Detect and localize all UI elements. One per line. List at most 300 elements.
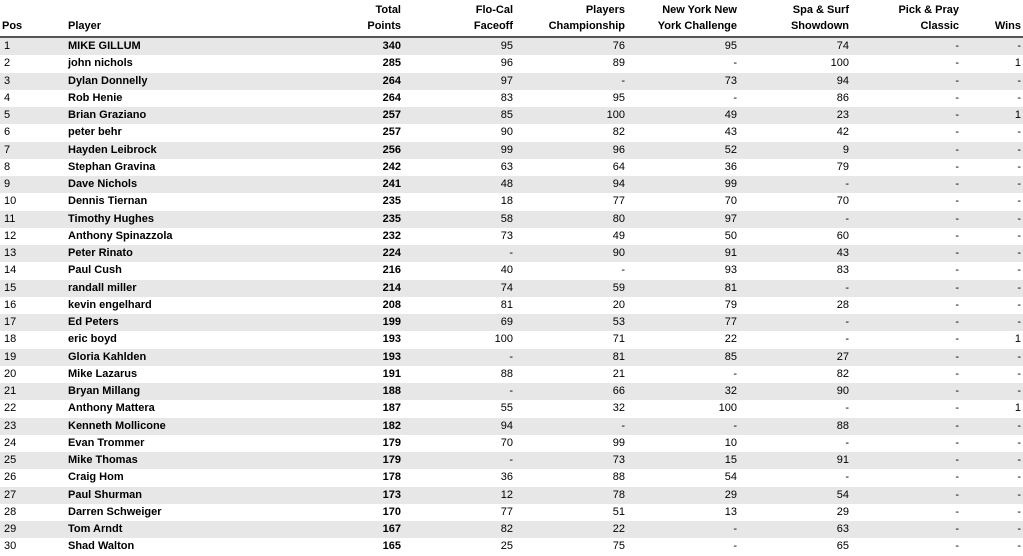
cell-new-york-challenge: 43 (627, 124, 739, 141)
cell-pos: 5 (0, 107, 66, 124)
cell-flo-cal-faceoff: 94 (403, 418, 515, 435)
cell-pos: 9 (0, 176, 66, 193)
cell-wins: - (961, 211, 1023, 228)
cell-player: Craig Hom (66, 469, 312, 486)
cell-wins: 1 (961, 331, 1023, 348)
cell-wins: 1 (961, 107, 1023, 124)
cell-flo-cal-faceoff: 73 (403, 228, 515, 245)
cell-wins: - (961, 435, 1023, 452)
cell-pos: 18 (0, 331, 66, 348)
cell-player: eric boyd (66, 331, 312, 348)
cell-players-championship: 32 (515, 400, 627, 417)
cell-player: Brian Graziano (66, 107, 312, 124)
cell-pos: 6 (0, 124, 66, 141)
cell-pos: 28 (0, 504, 66, 521)
cell-total-points: 264 (312, 90, 403, 107)
cell-total-points: 182 (312, 418, 403, 435)
cell-pos: 30 (0, 538, 66, 555)
cell-player: Ed Peters (66, 314, 312, 331)
cell-wins: - (961, 37, 1023, 55)
cell-players-championship: 49 (515, 228, 627, 245)
cell-wins: 1 (961, 400, 1023, 417)
cell-players-championship: 64 (515, 159, 627, 176)
table-body (0, 37, 1023, 556)
cell-new-york-challenge: - (627, 418, 739, 435)
cell-pick-pray-classic: - (851, 383, 961, 400)
header-row (0, 0, 1023, 37)
cell-players-championship: 53 (515, 314, 627, 331)
cell-pos: 27 (0, 487, 66, 504)
cell-spa-surf-showdown: - (739, 469, 851, 486)
cell-flo-cal-faceoff: 97 (403, 73, 515, 90)
cell-total-points: 235 (312, 211, 403, 228)
cell-new-york-challenge: - (627, 55, 739, 72)
cell-player: Paul Cush (66, 262, 312, 279)
cell-player: Dennis Tiernan (66, 193, 312, 210)
table-row[interactable] (0, 245, 1023, 262)
cell-pick-pray-classic: - (851, 452, 961, 469)
cell-pos: 22 (0, 400, 66, 417)
cell-new-york-challenge: - (627, 538, 739, 555)
cell-players-championship: 94 (515, 176, 627, 193)
cell-wins: - (961, 193, 1023, 210)
cell-pick-pray-classic: - (851, 55, 961, 72)
cell-new-york-challenge: - (627, 90, 739, 107)
cell-total-points: 199 (312, 314, 403, 331)
cell-pick-pray-classic: - (851, 107, 961, 124)
cell-player: Dylan Donnelly (66, 73, 312, 90)
table-row[interactable] (0, 280, 1023, 297)
cell-new-york-challenge: 22 (627, 331, 739, 348)
table-row[interactable] (0, 73, 1023, 90)
cell-wins: - (961, 452, 1023, 469)
table-row[interactable] (0, 435, 1023, 452)
cell-wins: - (961, 297, 1023, 314)
table-row[interactable] (0, 55, 1023, 72)
cell-spa-surf-showdown: 9 (739, 142, 851, 159)
cell-players-championship: 80 (515, 211, 627, 228)
cell-flo-cal-faceoff: 88 (403, 366, 515, 383)
cell-total-points: 208 (312, 297, 403, 314)
cell-flo-cal-faceoff: 25 (403, 538, 515, 555)
cell-spa-surf-showdown: 42 (739, 124, 851, 141)
cell-flo-cal-faceoff: 77 (403, 504, 515, 521)
cell-pick-pray-classic: - (851, 521, 961, 538)
cell-flo-cal-faceoff: - (403, 452, 515, 469)
cell-pos: 7 (0, 142, 66, 159)
cell-pick-pray-classic: - (851, 504, 961, 521)
cell-pick-pray-classic: - (851, 538, 961, 555)
cell-new-york-challenge: 85 (627, 349, 739, 366)
cell-pick-pray-classic: - (851, 314, 961, 331)
cell-pos: 1 (0, 37, 66, 55)
cell-pos: 3 (0, 73, 66, 90)
cell-pos: 12 (0, 228, 66, 245)
cell-total-points: 187 (312, 400, 403, 417)
cell-wins: - (961, 314, 1023, 331)
cell-pick-pray-classic: - (851, 228, 961, 245)
cell-spa-surf-showdown: 70 (739, 193, 851, 210)
cell-players-championship: - (515, 262, 627, 279)
cell-total-points: 173 (312, 487, 403, 504)
cell-pick-pray-classic: - (851, 176, 961, 193)
cell-new-york-challenge: - (627, 366, 739, 383)
cell-spa-surf-showdown: 86 (739, 90, 851, 107)
table-row[interactable] (0, 331, 1023, 348)
cell-players-championship: 21 (515, 366, 627, 383)
cell-players-championship: 75 (515, 538, 627, 555)
cell-new-york-challenge: 93 (627, 262, 739, 279)
table-row[interactable] (0, 504, 1023, 521)
cell-spa-surf-showdown: 91 (739, 452, 851, 469)
cell-pos: 11 (0, 211, 66, 228)
cell-new-york-challenge: 95 (627, 37, 739, 55)
cell-pos: 25 (0, 452, 66, 469)
cell-pick-pray-classic: - (851, 297, 961, 314)
cell-wins: - (961, 469, 1023, 486)
table-row[interactable] (0, 383, 1023, 400)
cell-new-york-challenge: 36 (627, 159, 739, 176)
cell-spa-surf-showdown: - (739, 280, 851, 297)
cell-flo-cal-faceoff: 95 (403, 37, 515, 55)
cell-players-championship: 59 (515, 280, 627, 297)
cell-total-points: 285 (312, 55, 403, 72)
cell-new-york-challenge: 15 (627, 452, 739, 469)
table-row[interactable] (0, 211, 1023, 228)
cell-player: MIKE GILLUM (66, 37, 312, 55)
cell-new-york-challenge: 99 (627, 176, 739, 193)
cell-players-championship: 82 (515, 124, 627, 141)
cell-spa-surf-showdown: - (739, 314, 851, 331)
cell-pick-pray-classic: - (851, 37, 961, 55)
cell-pick-pray-classic: - (851, 245, 961, 262)
cell-new-york-challenge: 100 (627, 400, 739, 417)
cell-spa-surf-showdown: - (739, 400, 851, 417)
cell-pos: 23 (0, 418, 66, 435)
cell-new-york-challenge: 13 (627, 504, 739, 521)
table-row[interactable] (0, 349, 1023, 366)
cell-flo-cal-faceoff: 63 (403, 159, 515, 176)
table-row[interactable] (0, 176, 1023, 193)
cell-wins: - (961, 159, 1023, 176)
cell-player: john nichols (66, 55, 312, 72)
header-total-points[interactable]: Total Points (312, 0, 403, 37)
cell-players-championship: 73 (515, 452, 627, 469)
cell-player: Mike Lazarus (66, 366, 312, 383)
cell-player: Peter Rinato (66, 245, 312, 262)
cell-wins: - (961, 262, 1023, 279)
table-row[interactable] (0, 452, 1023, 469)
table-header (0, 0, 1023, 37)
cell-players-championship: - (515, 418, 627, 435)
cell-spa-surf-showdown: 54 (739, 487, 851, 504)
cell-flo-cal-faceoff: 82 (403, 521, 515, 538)
cell-player: peter behr (66, 124, 312, 141)
cell-pos: 14 (0, 262, 66, 279)
cell-total-points: 235 (312, 193, 403, 210)
cell-total-points: 167 (312, 521, 403, 538)
table-row[interactable] (0, 297, 1023, 314)
cell-flo-cal-faceoff: 99 (403, 142, 515, 159)
cell-players-championship: 99 (515, 435, 627, 452)
cell-flo-cal-faceoff: 40 (403, 262, 515, 279)
header-pos[interactable]: Pos (0, 0, 66, 37)
cell-wins: - (961, 228, 1023, 245)
cell-players-championship: 89 (515, 55, 627, 72)
cell-pos: 2 (0, 55, 66, 72)
cell-players-championship: 78 (515, 487, 627, 504)
cell-player: Timothy Hughes (66, 211, 312, 228)
cell-spa-surf-showdown: 63 (739, 521, 851, 538)
cell-spa-surf-showdown: 79 (739, 159, 851, 176)
cell-spa-surf-showdown: 43 (739, 245, 851, 262)
cell-spa-surf-showdown: 94 (739, 73, 851, 90)
cell-spa-surf-showdown: - (739, 435, 851, 452)
cell-new-york-challenge: 10 (627, 435, 739, 452)
cell-pick-pray-classic: - (851, 73, 961, 90)
cell-pos: 10 (0, 193, 66, 210)
cell-flo-cal-faceoff: 83 (403, 90, 515, 107)
cell-players-championship: 71 (515, 331, 627, 348)
cell-flo-cal-faceoff: 48 (403, 176, 515, 193)
cell-wins: - (961, 176, 1023, 193)
table-row[interactable] (0, 228, 1023, 245)
cell-player: Rob Henie (66, 90, 312, 107)
cell-pick-pray-classic: - (851, 262, 961, 279)
cell-pos: 8 (0, 159, 66, 176)
cell-player: Dave Nichols (66, 176, 312, 193)
cell-pos: 19 (0, 349, 66, 366)
cell-pick-pray-classic: - (851, 142, 961, 159)
cell-players-championship: 81 (515, 349, 627, 366)
table-row[interactable] (0, 487, 1023, 504)
cell-pick-pray-classic: - (851, 280, 961, 297)
header-spa-surf-showdown[interactable]: Spa & Surf Showdown (739, 0, 851, 37)
cell-new-york-challenge: 32 (627, 383, 739, 400)
table-row[interactable] (0, 418, 1023, 435)
cell-pick-pray-classic: - (851, 487, 961, 504)
cell-player: Tom Arndt (66, 521, 312, 538)
cell-spa-surf-showdown: 27 (739, 349, 851, 366)
cell-player: Mike Thomas (66, 452, 312, 469)
cell-new-york-challenge: 97 (627, 211, 739, 228)
cell-players-championship: 20 (515, 297, 627, 314)
cell-wins: - (961, 245, 1023, 262)
cell-pos: 13 (0, 245, 66, 262)
cell-wins: - (961, 90, 1023, 107)
cell-player: Bryan Millang (66, 383, 312, 400)
cell-total-points: 257 (312, 107, 403, 124)
table-row[interactable] (0, 314, 1023, 331)
cell-players-championship: 22 (515, 521, 627, 538)
cell-pick-pray-classic: - (851, 193, 961, 210)
cell-spa-surf-showdown: 90 (739, 383, 851, 400)
cell-total-points: 216 (312, 262, 403, 279)
cell-new-york-challenge: 77 (627, 314, 739, 331)
cell-wins: - (961, 538, 1023, 555)
table-row[interactable] (0, 400, 1023, 417)
cell-player: Shad Walton (66, 538, 312, 555)
cell-flo-cal-faceoff: 74 (403, 280, 515, 297)
cell-new-york-challenge: 54 (627, 469, 739, 486)
cell-players-championship: 76 (515, 37, 627, 55)
cell-player: Kenneth Mollicone (66, 418, 312, 435)
cell-new-york-challenge: 73 (627, 73, 739, 90)
cell-spa-surf-showdown: 82 (739, 366, 851, 383)
cell-new-york-challenge: 70 (627, 193, 739, 210)
cell-pick-pray-classic: - (851, 211, 961, 228)
cell-total-points: 264 (312, 73, 403, 90)
cell-spa-surf-showdown: 88 (739, 418, 851, 435)
cell-spa-surf-showdown: 65 (739, 538, 851, 555)
table-row[interactable] (0, 90, 1023, 107)
table-row[interactable] (0, 469, 1023, 486)
cell-players-championship: 88 (515, 469, 627, 486)
cell-spa-surf-showdown: 60 (739, 228, 851, 245)
cell-pos: 26 (0, 469, 66, 486)
table-row[interactable] (0, 37, 1023, 55)
table-row[interactable] (0, 159, 1023, 176)
cell-spa-surf-showdown: 74 (739, 37, 851, 55)
cell-wins: - (961, 521, 1023, 538)
cell-pick-pray-classic: - (851, 124, 961, 141)
table-row[interactable] (0, 262, 1023, 279)
table-row[interactable] (0, 521, 1023, 538)
cell-pick-pray-classic: - (851, 435, 961, 452)
table-row[interactable] (0, 366, 1023, 383)
table-row[interactable] (0, 107, 1023, 124)
cell-flo-cal-faceoff: 18 (403, 193, 515, 210)
cell-wins: - (961, 142, 1023, 159)
cell-players-championship: 66 (515, 383, 627, 400)
cell-player: Anthony Mattera (66, 400, 312, 417)
cell-flo-cal-faceoff: 100 (403, 331, 515, 348)
cell-new-york-challenge: 49 (627, 107, 739, 124)
cell-wins: - (961, 487, 1023, 504)
cell-flo-cal-faceoff: 12 (403, 487, 515, 504)
header-new-york-challenge[interactable]: New York New York Challenge (627, 0, 739, 37)
table-row[interactable] (0, 124, 1023, 141)
header-flo-cal-faceoff[interactable]: Flo-Cal Faceoff (403, 0, 515, 37)
cell-wins: - (961, 383, 1023, 400)
cell-total-points: 170 (312, 504, 403, 521)
table-row[interactable] (0, 538, 1023, 555)
cell-spa-surf-showdown: 83 (739, 262, 851, 279)
cell-player: Paul Shurman (66, 487, 312, 504)
cell-new-york-challenge: - (627, 521, 739, 538)
cell-flo-cal-faceoff: 69 (403, 314, 515, 331)
cell-spa-surf-showdown: - (739, 331, 851, 348)
cell-total-points: 165 (312, 538, 403, 555)
cell-total-points: 242 (312, 159, 403, 176)
cell-total-points: 232 (312, 228, 403, 245)
cell-spa-surf-showdown: 29 (739, 504, 851, 521)
header-players-championship[interactable]: Players Championship (515, 0, 627, 37)
cell-players-championship: 95 (515, 90, 627, 107)
cell-pick-pray-classic: - (851, 331, 961, 348)
cell-total-points: 178 (312, 469, 403, 486)
cell-total-points: 191 (312, 366, 403, 383)
cell-total-points: 224 (312, 245, 403, 262)
cell-spa-surf-showdown: 28 (739, 297, 851, 314)
cell-player: Darren Schweiger (66, 504, 312, 521)
cell-flo-cal-faceoff: 96 (403, 55, 515, 72)
header-pick-pray-classic[interactable]: Pick & Pray Classic (851, 0, 961, 37)
cell-player: Stephan Gravina (66, 159, 312, 176)
cell-player: randall miller (66, 280, 312, 297)
cell-new-york-challenge: 29 (627, 487, 739, 504)
cell-wins: - (961, 349, 1023, 366)
cell-wins: 1 (961, 55, 1023, 72)
cell-pick-pray-classic: - (851, 366, 961, 383)
cell-flo-cal-faceoff: 81 (403, 297, 515, 314)
cell-pick-pray-classic: - (851, 469, 961, 486)
cell-total-points: 256 (312, 142, 403, 159)
cell-player: kevin engelhard (66, 297, 312, 314)
cell-players-championship: 100 (515, 107, 627, 124)
cell-spa-surf-showdown: 23 (739, 107, 851, 124)
header-wins[interactable]: Wins (961, 0, 1023, 37)
cell-pos: 17 (0, 314, 66, 331)
cell-flo-cal-faceoff: - (403, 245, 515, 262)
cell-total-points: 241 (312, 176, 403, 193)
cell-wins: - (961, 73, 1023, 90)
table-row[interactable] (0, 142, 1023, 159)
cell-flo-cal-faceoff: - (403, 349, 515, 366)
cell-total-points: 179 (312, 435, 403, 452)
cell-flo-cal-faceoff: 85 (403, 107, 515, 124)
cell-flo-cal-faceoff: - (403, 383, 515, 400)
cell-new-york-challenge: 79 (627, 297, 739, 314)
cell-pos: 4 (0, 90, 66, 107)
cell-total-points: 193 (312, 349, 403, 366)
cell-pick-pray-classic: - (851, 418, 961, 435)
header-player[interactable]: Player (66, 0, 312, 37)
cell-player: Anthony Spinazzola (66, 228, 312, 245)
cell-flo-cal-faceoff: 58 (403, 211, 515, 228)
cell-total-points: 257 (312, 124, 403, 141)
cell-players-championship: 96 (515, 142, 627, 159)
cell-new-york-challenge: 50 (627, 228, 739, 245)
cell-new-york-challenge: 52 (627, 142, 739, 159)
table-row[interactable] (0, 193, 1023, 210)
cell-pos: 20 (0, 366, 66, 383)
cell-pick-pray-classic: - (851, 159, 961, 176)
cell-pos: 16 (0, 297, 66, 314)
cell-pos: 24 (0, 435, 66, 452)
cell-flo-cal-faceoff: 55 (403, 400, 515, 417)
cell-total-points: 340 (312, 37, 403, 55)
cell-pick-pray-classic: - (851, 349, 961, 366)
cell-players-championship: 51 (515, 504, 627, 521)
cell-players-championship: 77 (515, 193, 627, 210)
cell-pick-pray-classic: - (851, 90, 961, 107)
cell-pos: 21 (0, 383, 66, 400)
cell-flo-cal-faceoff: 70 (403, 435, 515, 452)
cell-wins: - (961, 124, 1023, 141)
cell-pos: 29 (0, 521, 66, 538)
cell-wins: - (961, 418, 1023, 435)
cell-flo-cal-faceoff: 90 (403, 124, 515, 141)
cell-players-championship: - (515, 73, 627, 90)
cell-player: Gloria Kahlden (66, 349, 312, 366)
cell-spa-surf-showdown: - (739, 211, 851, 228)
cell-players-championship: 90 (515, 245, 627, 262)
cell-flo-cal-faceoff: 36 (403, 469, 515, 486)
cell-wins: - (961, 366, 1023, 383)
cell-total-points: 193 (312, 331, 403, 348)
cell-total-points: 214 (312, 280, 403, 297)
